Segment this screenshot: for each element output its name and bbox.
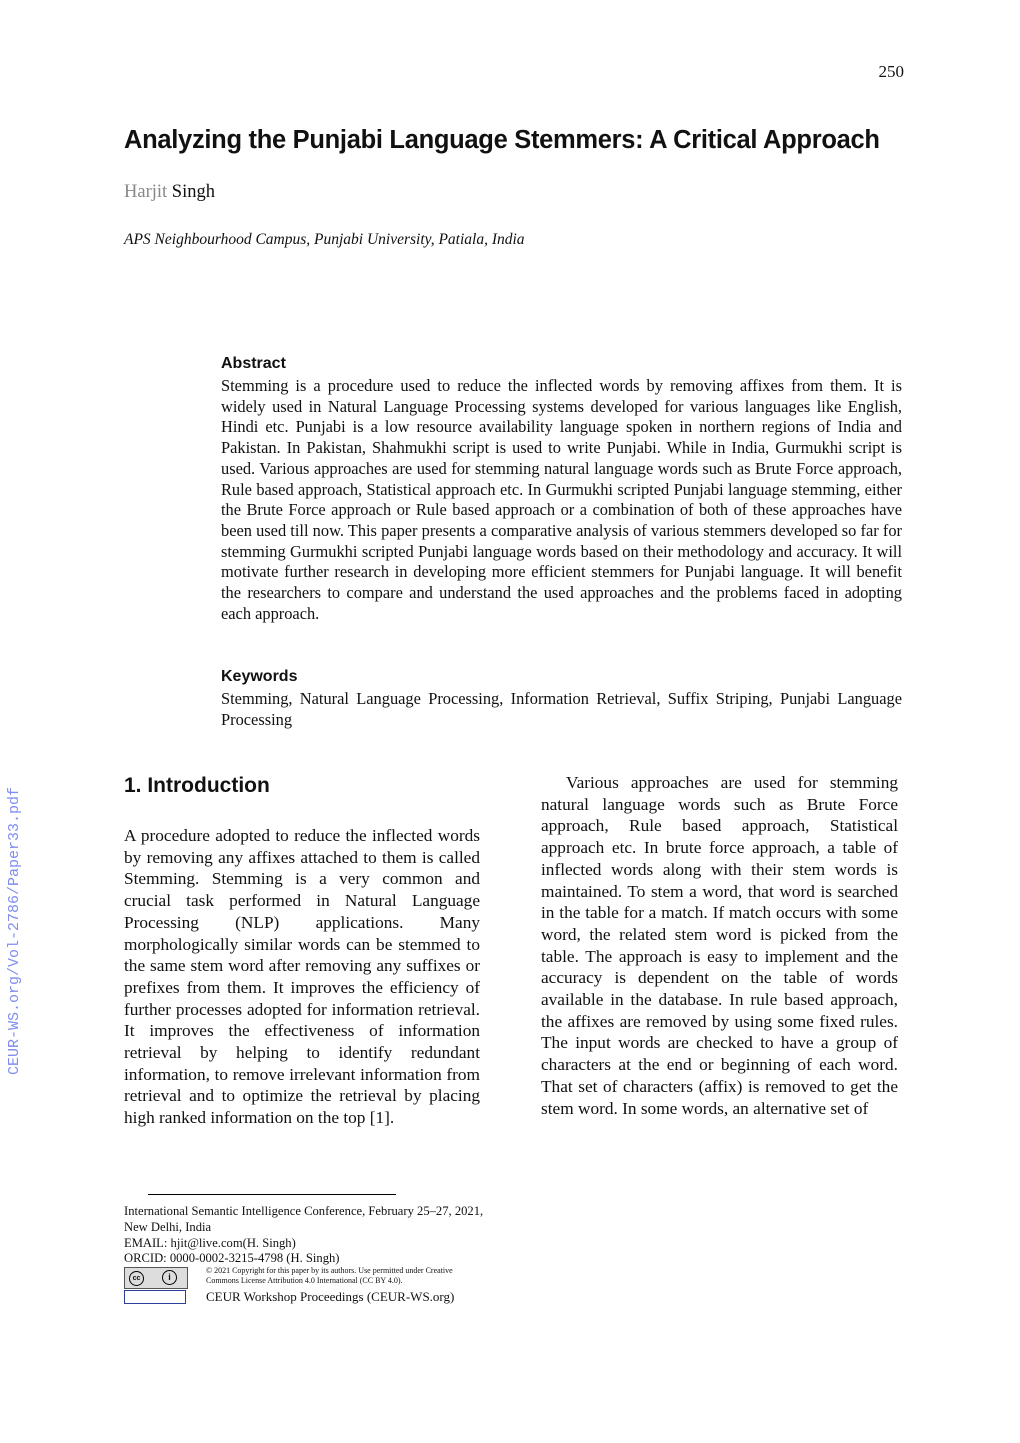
section-heading-introduction: 1. Introduction bbox=[124, 774, 270, 797]
footnote-conference: International Semantic Intelligence Conference, February 25–27, 2021, New Delhi, India bbox=[124, 1204, 484, 1234]
footnote bbox=[124, 1204, 494, 1267]
footnote-orcid: ORCID: 0000-0002-3215-4798 (H. Singh) bbox=[124, 1251, 340, 1266]
author-first-name: Harjit bbox=[124, 182, 168, 202]
keywords-heading: Keywords bbox=[221, 668, 298, 685]
intro-paragraph-left: A procedure adopted to reduce the inflected words by removing any affixes attached to them is called Stemming. Stemming is a very common and crucial task performed in Natural Language Processing (NLP) applications. Many morphologically similar words can be stemmed to the same stem word after removing any suffixes or prefixes from them. It improves the efficiency of further processes adopted for information retrieval. It improves the effectiveness of information retrieval by helping to identify redundant information, to remove irrelevant information from retrieval and to optimize the retrieval by placing high ranked information on the top [1]. bbox=[124, 826, 480, 1128]
keywords-text: Stemming, Natural Language Processing, Information Retrieval, Suffix Striping, Punjabi Language Processing bbox=[221, 689, 902, 729]
copyright-notice: © 2021 Copyright for this paper by its authors. Use permitted under Creative Commons License Attribution 4.0 International (CC BY 4.0). bbox=[206, 1266, 453, 1285]
abstract-text: Stemming is a procedure used to reduce the inflected words by removing affixes from them. It is widely used in Natural Language Processing systems developed for various languages like English, Hindi etc. Punjabi is a low resource availability language spoken in northern regions of India and Pakistan. In Pakistan, Shahmukhi script is used to write Punjabi. While in India, Gurmukhi script is used. Various approaches are used for stemming natural language words such as Brute Force approach, Rule based approach, Statistical approach etc. In Gurmukhi scripted Punjabi language stemming, either the Brute Force approach or Rule based approach or a combination of both of these approaches have been used till now. This paper presents a comparative analysis of various stemmers developed so far for stemming Gurmukhi scripted Punjabi language words based on their methodology and accuracy. It will motivate further research in developing more efficient stemmers for Punjabi language. It will benefit the researchers to compare and understand the used approaches and the problems faced in adopting each approach. bbox=[221, 376, 902, 623]
proceedings-name: CEUR Workshop Proceedings (CEUR-WS.org) bbox=[206, 1289, 455, 1304]
paper-title: Analyzing the Punjabi Language Stemmers: A Critical Approach bbox=[124, 126, 880, 154]
author-last-name: Singh bbox=[171, 182, 215, 202]
side-url-watermark[interactable]: CEUR-WS.org/Vol-2786/Paper33.pdf bbox=[6, 786, 23, 1075]
author bbox=[124, 182, 215, 203]
affiliation: APS Neighbourhood Campus, Punjabi University, Patiala, India bbox=[124, 231, 525, 248]
footnote-email: EMAIL: hjit@live.com(H. Singh) bbox=[124, 1235, 296, 1250]
page-number: 250 bbox=[878, 62, 904, 81]
footnote-divider bbox=[148, 1194, 396, 1195]
ceur-logo bbox=[124, 1290, 186, 1304]
cc-by-license-icon: cc i bbox=[124, 1267, 188, 1289]
abstract-heading: Abstract bbox=[221, 355, 286, 372]
intro-paragraph-right: Various approaches are used for stemming natural language words such as Brute Force approach, Rule based approach, Statistical approach etc. In brute force approach, a table of inflected words along with their stem words is maintained. To stem a word, that word is searched in the table for a match. If match occurs with some word, the related stem word is picked from the table. The approach is easy to implement and the accuracy is dependent on the table of words available in the database. In rule based approach, the affixes are removed by using some fixed rules. The input words are checked to have a group of characters at the end or beginning of each word. That set of characters (affix) is removed to get the stem word. In some words, an alternative set of bbox=[541, 773, 898, 1118]
